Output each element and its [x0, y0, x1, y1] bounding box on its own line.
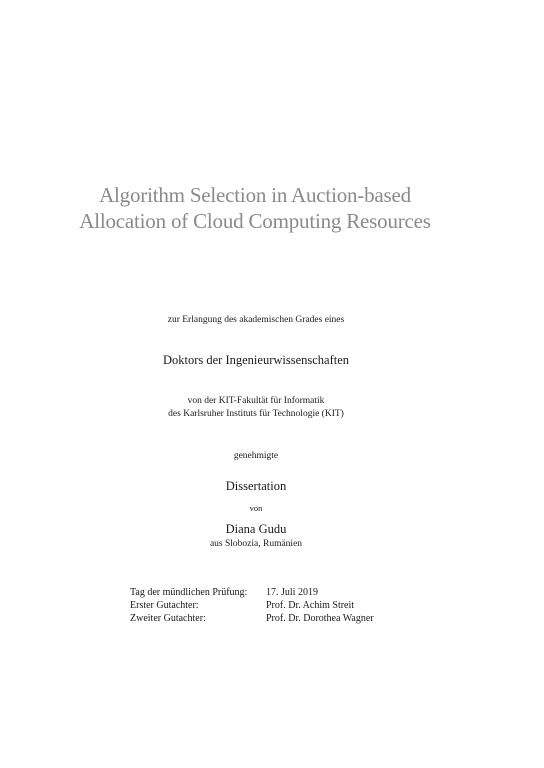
first-reviewer-label: Erster Gutachter:	[130, 600, 199, 611]
approved-label: genehmigte	[233, 451, 279, 461]
thesis-title-line-1: Algorithm Selection in Auction-based	[99, 183, 411, 207]
by-label: von	[249, 503, 263, 513]
document-type: Dissertation	[225, 479, 287, 493]
exam-row-first-reviewer	[130, 599, 374, 612]
thesis-title	[0, 182, 510, 234]
first-reviewer-value: Prof. Dr. Achim Streit	[266, 600, 355, 611]
exam-date-value: 17. Juli 2019	[266, 587, 318, 598]
degree-purpose: zur Erlangung des akademischen Grades eines	[167, 315, 345, 325]
exam-details	[130, 586, 374, 625]
exam-row-date	[130, 586, 374, 599]
second-reviewer-label: Zweiter Gutachter:	[130, 613, 206, 624]
author-name: Diana Gudu	[225, 522, 287, 536]
faculty-line-1: von der KIT-Fakultät für Informatik	[187, 396, 325, 406]
second-reviewer-value: Prof. Dr. Dorothea Wagner	[266, 613, 374, 624]
author-origin: aus Slobozia, Rumänien	[209, 539, 303, 549]
degree-name: Doktors der Ingenieurwissenschaften	[162, 353, 350, 367]
thesis-title-line-2: Allocation of Cloud Computing Resources	[79, 209, 431, 233]
exam-row-second-reviewer	[130, 612, 374, 625]
exam-date-label: Tag der mündlichen Prüfung:	[130, 587, 248, 598]
faculty-line-2: des Karlsruher Instituts für Technologie (KIT)	[168, 409, 344, 419]
